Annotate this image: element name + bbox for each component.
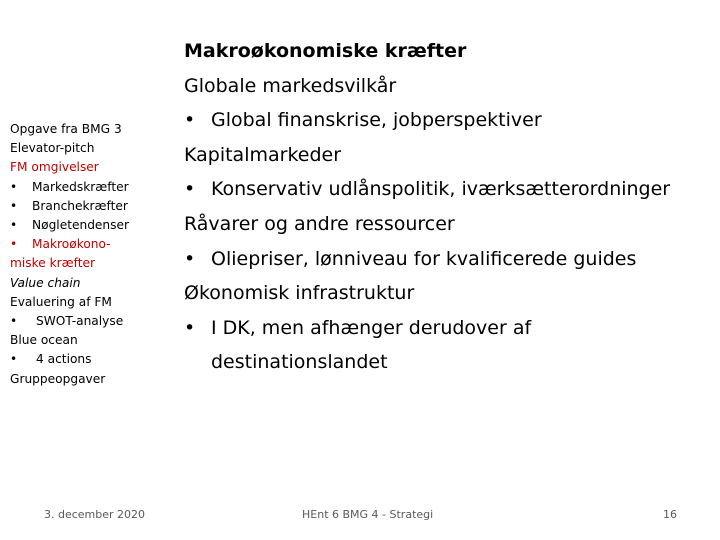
content-bullet	[184, 311, 714, 346]
content-text: I DK, men afhænger derudover af	[211, 316, 532, 339]
bullet-icon: •	[184, 316, 196, 339]
content-text: destinationslandet	[211, 351, 388, 374]
sidebar-item	[10, 216, 170, 235]
footer-page-number: 16	[663, 508, 677, 521]
sidebar-item-label: Markedskræfter	[32, 179, 129, 194]
content-text: Oliepriser, lønniveau for kvalificerede guides	[211, 247, 637, 270]
bullet-icon: •	[10, 179, 18, 194]
section-heading	[184, 276, 714, 311]
sidebar-item	[10, 120, 170, 139]
sidebar-item-label: Makroøkono-	[32, 237, 111, 252]
content-bullet	[184, 345, 714, 380]
content-bullet	[184, 103, 714, 138]
sidebar-item	[10, 158, 170, 177]
bullet-icon: •	[10, 198, 18, 213]
bullet-icon: •	[184, 178, 196, 201]
sidebar-item	[10, 370, 170, 389]
section-heading	[184, 207, 714, 242]
content-lines	[184, 69, 714, 380]
sidebar-item-label: Gruppeopgaver	[10, 371, 106, 386]
bullet-icon: •	[184, 109, 196, 132]
section-heading	[184, 69, 714, 104]
sidebar-item	[10, 235, 170, 254]
content-bullet	[184, 242, 714, 277]
sidebar-item-label: Evaluering af FM	[10, 294, 112, 309]
bullet-icon: •	[10, 218, 18, 233]
content-text: Kapitalmarkeder	[184, 143, 342, 166]
sidebar-item	[10, 293, 170, 312]
bullet-icon: •	[10, 314, 18, 329]
sidebar-item	[10, 197, 170, 216]
sidebar-item-label: Nøgletendenser	[32, 218, 130, 233]
content-text: Konservativ udlånspolitik, iværksætterordninger	[211, 178, 671, 201]
sidebar-item	[10, 331, 170, 350]
content-bullet	[184, 172, 714, 207]
sidebar-item	[10, 178, 170, 197]
sidebar-item-label: Value chain	[10, 275, 81, 290]
bullet-icon: •	[10, 352, 18, 367]
content-text: Økonomisk infrastruktur	[184, 282, 415, 305]
sidebar-outline	[10, 120, 170, 389]
sidebar-item-label: miske kræfter	[10, 256, 96, 271]
content-text: Globale markedsvilkår	[184, 74, 397, 97]
slide-title: Makroøkonomiske kræfter	[184, 40, 467, 62]
sidebar-item	[10, 274, 170, 293]
sidebar-item-label: Opgave fra BMG 3	[10, 122, 122, 136]
slide-content	[184, 34, 714, 380]
footer-course: HEnt 6 BMG 4 - Strategi	[302, 508, 434, 521]
sidebar-item	[10, 139, 170, 158]
sidebar-item-label: Branchekræfter	[32, 198, 128, 213]
sidebar-item-label: 4 actions	[36, 352, 92, 367]
sidebar-item	[10, 350, 170, 369]
sidebar-item-label: SWOT-analyse	[36, 314, 124, 329]
bullet-icon: •	[184, 247, 196, 270]
section-heading	[184, 138, 714, 173]
sidebar-item-label: FM omgivelser	[10, 160, 99, 175]
bullet-icon: •	[10, 237, 18, 252]
sidebar-item-label: Elevator-pitch	[10, 141, 95, 156]
footer-date: 3. december 2020	[44, 508, 146, 521]
content-text: Global finanskrise, jobperspektiver	[211, 109, 542, 132]
sidebar-item	[10, 254, 170, 273]
content-text: Råvarer og andre ressourcer	[184, 212, 455, 235]
sidebar-item-label: Blue ocean	[10, 333, 78, 348]
sidebar-item	[10, 312, 170, 331]
